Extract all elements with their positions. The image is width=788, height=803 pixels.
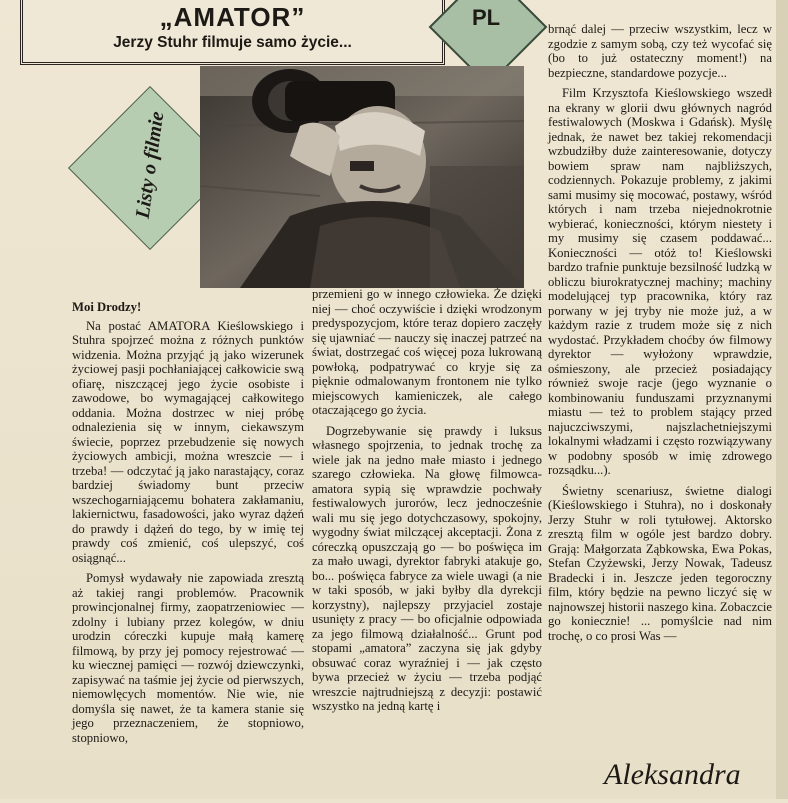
article-column-3	[548, 22, 772, 643]
article-title: „AMATOR”	[159, 2, 306, 32]
paragraph: Dogrzebywanie się prawdy i luksus własnego spojrzenia, to jednak trochę za wiele jak na jedno małe miasto i jednego szarego człowieka. Na głowę filmowca-amatora sypią się wprawdzie pochwały festiwalowych jurorów, lecz jednocześnie wali mu się jego dotychczasowy, spokojny, wygodny świat milczącej akceptacji. Żona z córeczką opuszczają go — bo poświęca im za mało uwagi, dyrektor fabryki atakuje go, bo... poświęca fabryce za wiele uwagi (a nie w taki sposób, w jaki byłby dla dyrekcji korzystny), najlepszy przyjaciel zostaje usunięty z pracy — bo oficjalnie odpowiada za jego filmową działalność... Grunt pod stopami „amatora” zaczyna się jak gdyby obsuwać coraz wyraźniej i — jak często bywa przecież w życiu — trzeba podjąć wreszcie najtrudniejszą z decyzji: postawić wszystko na jedną kartę i	[312, 423, 542, 713]
paragraph: Świetny scenariusz, świetne dialogi (Kieślowskiego i Stuhra), no i doskonały Jerzy Stuhr w roli tytułowej. Aktorsko zresztą film w ogóle jest bardzo dobry. Grają: Małgorzata Ząbkowska, Ewa Pokas, Stefan Czyżewski, Jerzy Nowak, Tadeusz Bradecki i in. Jeszcze jeden tegoroczny film, który będzie na pewno liczyć się w najnowszej historii naszego kina. Zobaczcie go koniecznie! ... pomyślcie nad nim trochę, o co prosi Was —	[548, 483, 772, 643]
paragraph: Pomysł wydawały nie zapowiada zresztą aż takiej rangi problemów. Pracownik prowincjonalnej firmy, zaopatrzeniowiec — zdolny i lubiany przez kolegów, w dniu urodzin córeczki kupuje małą kamerę filmową, by przy jej pomocy rejestrować — ku wiecznej pamięci — rozwój dziewczynki, zapisywać na taśmie jej życie od pierwszych, niemowlęcych momentów. Nie wie, nie domyśla się nawet, że ta kamera stanie się jego przeznaczeniem, że stopniowo, stopniowo,	[72, 571, 304, 745]
photo-man-with-camera	[200, 66, 524, 288]
section-label: Listy o filmie	[131, 110, 169, 220]
author-signature	[600, 748, 780, 798]
header-box	[20, 0, 445, 65]
signature-text: Aleksandra	[604, 758, 741, 791]
article-column-2	[312, 287, 542, 714]
paragraph: przemieni go w innego człowieka. Że dzięki niej — choć oczywiście i dzięki wrodzonym predyspozycjom, które teraz dopiero zaczęły się ujawniać — nauczy się inaczej patrzeć na świat, dostrzegać coś więcej poza lukrowaną powłoką, podpatrywać co kryje się za pięknie odmalowanym frontonem nie tylko miejscowych kamieniczek, ale całego otaczającego go życia.	[312, 287, 542, 417]
paragraph: Film Krzysztofa Kieślowskiego wszedł na ekrany w glorii dwu głównych nagród festiwalowych (Moskwa i Gdańsk). Myślę jednak, że nawet bez takiej rekomendacji wzbudziłby duże zainteresowanie, dotyczy bowiem spraw nam najbliższych, codziennych. Pokazuje problemy, z jakimi sami musimy się mocować, postawy, wśród których i nam trzeba niejednokrotnie wybierać, konieczności, którym niestety i my musimy się czasem poddawać... Konieczności — otóż to! Kieślowski bardzo trafnie punktuje bezsilność ludzką w obliczu biurokratycznej machiny; machiny modelującej typ pracownika, który raz porwany w jej tryby nie może już, a w każdym razie z trudem może się z nich wydostać. Przykładem choćby ów filmowy dyrektor — wyłożony wprawdzie, ośmieszony, ale przecież posiadający również swoje racje (jego wyznanie o kombinowaniu funduszami przyznanymi miastu — też to problem stający przed najuczciwszymi, najszlachetniejszymi lokalnymi władzami i często rozwiązywany w podobny sposób w imię zdrowego rozsądku...).	[548, 86, 772, 477]
paragraph: Na postać AMATORA Kieślowskiego i Stuhra spojrzeć można z różnych punktów widzenia. Można przyjąć ją jako wizerunek życiowej pasji pochłaniającej całkowicie swą ofiarę, niszczącej jego życie osobiste i zawodowe, bo wymagającej całkowitego oddania. Można dostrzec w niej próbę odnalezienia się w innym, ciekawszym świecie, poprzez przebudzenie się nowych życiowych ambicji, można wreszcie — i trzeba! — odczytać ją jako narastający, coraz bardziej świadomy bunt przeciw wszechogarniającemu bohatera zakłamaniu, lakiernictwu, fasadowości, jako wyraz dążeń do prawdy i dążeń do tego, by w imię tej prawdy coś zmienić, coś ulepszyć, coś osiągnąć...	[72, 318, 304, 565]
page-edge	[776, 0, 788, 799]
camera-photo-illustration	[200, 66, 524, 288]
pl-badge-label: PL	[471, 5, 501, 30]
paragraph: brnąć dalej — przeciw wszystkim, lecz w zgodzie z samym sobą, czy też wycofać się (bo to już ostateczny moment!) na bezpieczne, standardowe pozycje...	[548, 22, 772, 80]
article-subtitle: Jerzy Stuhr filmuje samo życie...	[113, 34, 352, 51]
greeting: Moi Drodzy!	[72, 300, 142, 314]
article-column-1	[72, 300, 304, 745]
